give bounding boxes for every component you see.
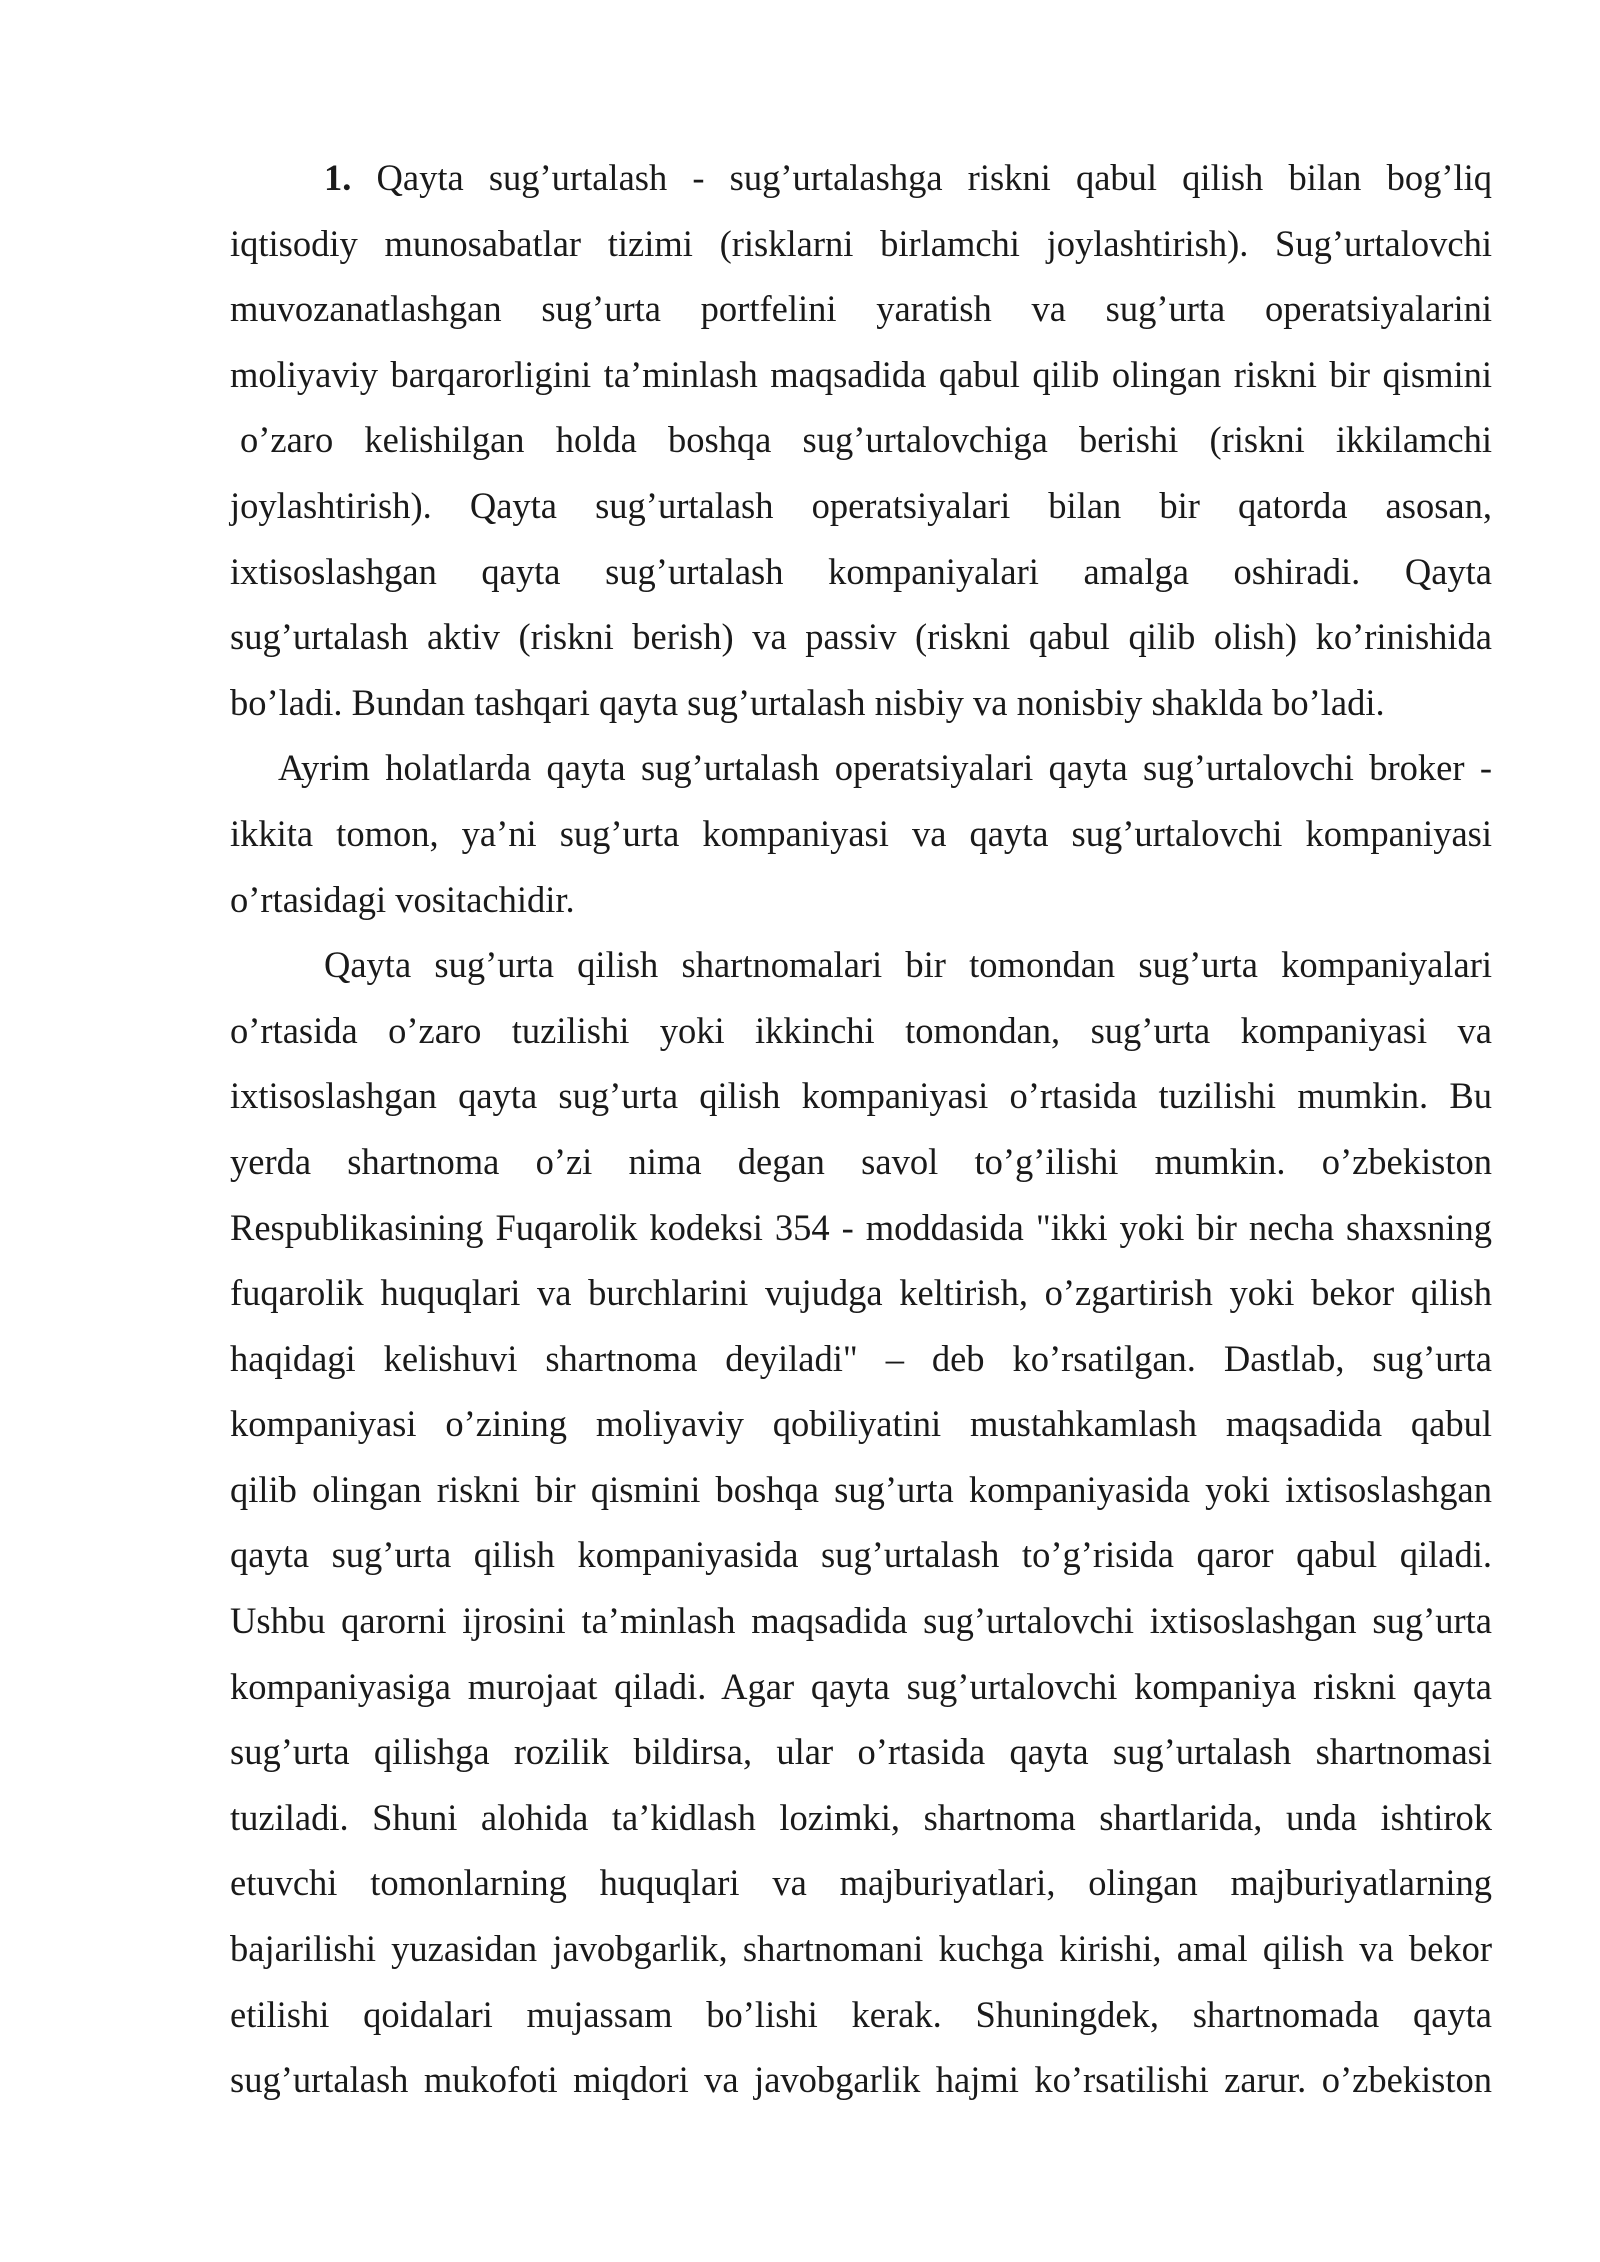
paragraph-line: kompaniyasiga murojaat qiladi. Agar qayta sug’urtalovchi kompaniya riskni qayta — [230, 1665, 1492, 1707]
paragraph-line: qayta sug’urta qilish kompaniyasida sug’urtalash to’g’risida qaror qabul qiladi. — [230, 1534, 1492, 1576]
paragraph-line: ixtisoslashgan qayta sug’urtalash kompaniyalari amalga oshiradi. Qayta — [230, 550, 1492, 592]
paragraph-number: 1. — [324, 157, 352, 198]
paragraph-3 — [230, 932, 1492, 2113]
paragraph-line: joylashtirish). Qayta sug’urtalash operatsiyalari bilan bir qatorda asosan, — [230, 484, 1492, 526]
paragraph-line: Qayta sug’urta qilish shartnomalari bir tomondan sug’urta kompaniyalari — [324, 944, 1492, 986]
paragraph-line: muvozanatlashgan sug’urta portfelini yaratish va sug’urta operatsiyalarini — [230, 288, 1492, 330]
paragraph-line: o’rtasidagi vositachidir. — [230, 878, 575, 920]
paragraph-line: bo’ladi. Bundan tashqari qayta sug’urtalash nisbiy va nonisbiy shaklda bo’ladi. — [230, 681, 1385, 723]
paragraph-line: sug’urtalash aktiv (riskni berish) va passiv (riskni qabul qilib olish) ko’rinishida — [230, 616, 1492, 658]
paragraph-line: Ushbu qarorni ijrosini ta’minlash maqsadida sug’urtalovchi ixtisoslashgan sug’urta — [230, 1600, 1492, 1642]
paragraph-line: iqtisodiy munosabatlar tizimi (risklarni birlamchi joylashtirish). Sug’urtalovchi — [230, 222, 1492, 264]
paragraph-line: o’zaro kelishilgan holda boshqa sug’urtalovchiga berishi (riskni ikkilamchi — [240, 419, 1492, 461]
paragraph-line: ixtisoslashgan qayta sug’urta qilish kompaniyasi o’rtasida tuzilishi mumkin. Bu — [230, 1075, 1492, 1117]
paragraph-line: kompaniyasi o’zining moliyaviy qobiliyatini mustahkamlash maqsadida qabul — [230, 1403, 1492, 1445]
paragraph-1 — [230, 145, 1492, 735]
paragraph-line-text: Qayta sug’urtalash - sug’urtalashga riskni qabul qilish bilan bog’liq — [376, 157, 1493, 198]
paragraph-line: moliyaviy barqarorligini ta’minlash maqsadida qabul qilib olingan riskni bir qismini — [230, 353, 1492, 395]
paragraph-line: qilib olingan riskni bir qismini boshqa sug’urta kompaniyasida yoki ixtisoslashgan — [230, 1468, 1492, 1510]
paragraph-line: etuvchi tomonlarning huquqlari va majburiyatlari, olingan majburiyatlarning — [230, 1862, 1492, 1904]
paragraph-line: sug’urtalash mukofoti miqdori va javobgarlik hajmi ko’rsatilishi zarur. o’zbekiston — [230, 2059, 1492, 2101]
paragraph-line: haqidagi kelishuvi shartnoma deyiladi" – deb ko’rsatilgan. Dastlab, sug’urta — [230, 1337, 1492, 1379]
paragraph-line: sug’urta qilishga rozilik bildirsa, ular o’rtasida qayta sug’urtalash shartnomasi — [230, 1731, 1492, 1773]
paragraph-line: ikkita tomon, ya’ni sug’urta kompaniyasi va qayta sug’urtalovchi kompaniyasi — [230, 812, 1492, 854]
paragraph-line — [230, 145, 1492, 211]
paragraph-line: bajarilishi yuzasidan javobgarlik, shartnomani kuchga kirishi, amal qilish va bekor — [230, 1928, 1492, 1970]
paragraph-line: Ayrim holatlarda qayta sug’urtalash operatsiyalari qayta sug’urtalovchi broker - — [278, 747, 1492, 789]
paragraph-line: etilishi qoidalari mujassam bo’lishi kerak. Shuningdek, shartnomada qayta — [230, 1993, 1492, 2035]
document-page — [230, 145, 1492, 2113]
paragraph-line: tuziladi. Shuni alohida ta’kidlash lozimki, shartnoma shartlarida, unda ishtirok — [230, 1796, 1492, 1838]
paragraph-line: fuqarolik huquqlari va burchlarini vujudga keltirish, o’zgartirish yoki bekor qilish — [230, 1272, 1492, 1314]
paragraph-line: yerda shartnoma o’zi nima degan savol to’g’ilishi mumkin. o’zbekiston — [230, 1140, 1492, 1182]
paragraph-line: Respublikasining Fuqarolik kodeksi 354 - moddasida "ikki yoki bir necha shaxsning — [230, 1206, 1492, 1248]
paragraph-2 — [230, 735, 1492, 932]
paragraph-line: o’rtasida o’zaro tuzilishi yoki ikkinchi tomondan, sug’urta kompaniyasi va — [230, 1009, 1492, 1051]
